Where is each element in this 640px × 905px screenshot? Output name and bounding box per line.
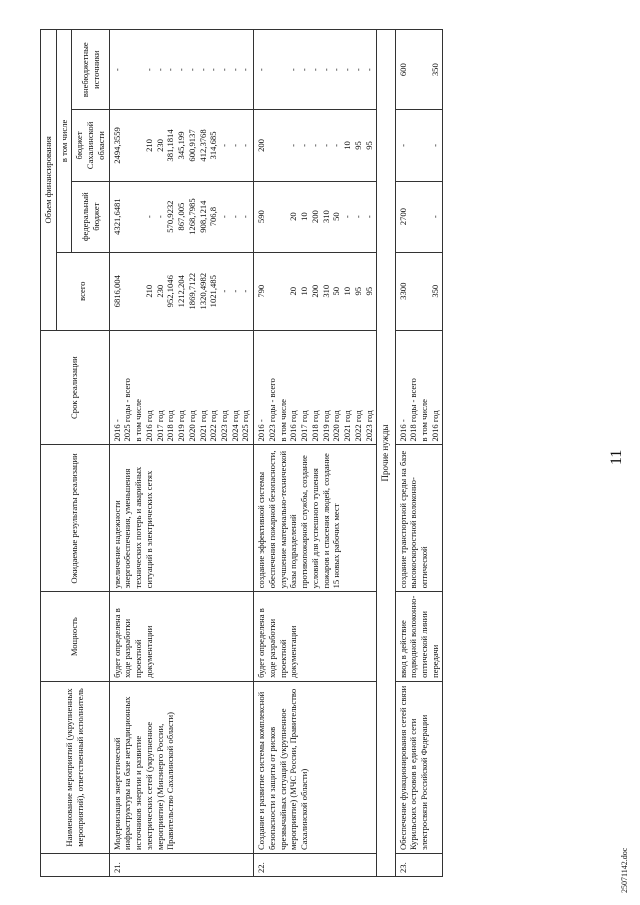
row-regional-line <box>408 113 419 177</box>
row-offbudget-line <box>267 33 278 106</box>
header-num <box>41 854 110 877</box>
row-period-line: 2016 - <box>256 419 267 442</box>
header-period: Срок реализации <box>41 330 110 445</box>
row-period-line: в том числе <box>277 399 288 442</box>
row-total-line <box>278 256 289 327</box>
row-total-line: 95 <box>363 286 374 296</box>
row-total-line: 310 <box>320 284 331 298</box>
row-period-line: 2017 год <box>299 410 310 442</box>
row-regional-line: 600,9137 <box>186 129 197 162</box>
row-total-line <box>408 256 419 327</box>
row-total-line: 1320,4982 <box>197 272 208 310</box>
row-federal-line: 908,1214 <box>197 200 208 233</box>
financing-table <box>40 29 443 877</box>
row-federal-line: - <box>154 215 165 219</box>
row-offbudget-line <box>133 33 144 106</box>
row-offbudget-line: - <box>186 68 197 72</box>
row-offbudget-line: - <box>229 68 240 72</box>
row-number: 23. <box>395 854 443 877</box>
row-regional <box>109 110 254 181</box>
row-total-line <box>267 256 278 327</box>
row-total-line: 790 <box>256 284 267 298</box>
row-period <box>395 330 443 445</box>
row-total-line: 50 <box>331 286 342 296</box>
row-period-line: 2020 год <box>331 410 342 442</box>
row-offbudget <box>395 30 443 110</box>
row-total-line: 20 <box>288 286 299 296</box>
row-regional-line <box>133 113 144 177</box>
row-period-line: в том числе <box>419 399 430 442</box>
row-regional-line: 95 <box>352 141 363 150</box>
row-offbudget-line: - <box>331 68 342 72</box>
row-federal-line: - <box>352 215 363 219</box>
row-period-line: 2020 год <box>186 410 197 442</box>
header-name: Наименование мероприятий (укрупненных мероприятий), ответственный исполнитель <box>41 681 110 853</box>
row-total-line: - <box>229 289 240 293</box>
row-federal-line <box>419 185 430 249</box>
row-period-line: 2017 год <box>154 410 165 442</box>
row-regional-line: 381,1814 <box>165 129 176 162</box>
row-total <box>109 252 254 330</box>
row-period-line: 2023 год <box>219 410 230 442</box>
row-offbudget-line: - <box>143 68 154 72</box>
row-results: увеличение надежности энергообеспечения, уменьшения технических потерь и аварийных ситуаций в электрических сетях <box>109 445 254 592</box>
row-total-line: 952,1046 <box>165 275 176 308</box>
row-period-line: 2019 год <box>176 410 187 442</box>
row-federal-line: 570,9232 <box>165 200 176 233</box>
row-federal-line: 200 <box>309 210 320 224</box>
row-total-line: 95 <box>352 286 363 296</box>
row-total-line: 3300 <box>397 282 408 300</box>
row-total-line: 1021,485 <box>208 275 219 308</box>
header-funding: Объем финансирования <box>41 30 57 331</box>
row-name: Модернизация энергетической инфраструктуры на базе нетрадиционных источников энергии и развитие электрических сетей (укрупненное мероприятие) (Минэнерго России, Правительство Сахалинской области) <box>109 681 254 853</box>
row-period <box>109 330 254 445</box>
row-total-line: 210 <box>143 284 154 298</box>
table-body <box>109 30 443 877</box>
row-regional <box>395 110 443 181</box>
row-federal <box>254 181 377 252</box>
row-federal <box>395 181 443 252</box>
row-offbudget-line <box>419 33 430 106</box>
row-period-line: 2019 год <box>320 410 331 442</box>
row-period-line: в том числе <box>133 399 144 442</box>
row-capacity: будет определена в ходе разработки проектной документации <box>109 592 254 682</box>
section-title: Прочие нужды <box>377 30 395 877</box>
row-offbudget-line: - <box>240 68 251 72</box>
row-period-line: 2022 год <box>208 410 219 442</box>
footer-code: 25071142.doc <box>620 847 629 893</box>
row-name: Обеспечение функционирования сетей связи Курильских островов в единой сети электросвязи Российской Федерации <box>395 681 443 853</box>
row-federal-line: - <box>229 215 240 219</box>
row-total-line: 350 <box>429 284 440 298</box>
row-federal-line <box>267 185 278 249</box>
row-offbudget-line <box>408 33 419 106</box>
header-total: всего <box>56 252 109 330</box>
row-period-line: 2016 год <box>143 410 154 442</box>
row-offbudget-line: - <box>165 68 176 72</box>
row-total-line: 6816,004 <box>111 275 122 308</box>
row-period-line: 2024 год <box>229 410 240 442</box>
row-period-line: 2018 годы - всего <box>408 378 419 442</box>
row-offbudget <box>254 30 377 110</box>
row-federal-line: 1268,7985 <box>186 198 197 235</box>
row-number: 21. <box>109 854 254 877</box>
row-federal-line: - <box>342 215 353 219</box>
row-regional-line: 95 <box>363 141 374 150</box>
row-regional-line <box>122 113 133 177</box>
row-period-line: 2018 год <box>309 410 320 442</box>
row-federal <box>109 181 254 252</box>
row-offbudget <box>109 30 254 110</box>
header-capacity: Мощность <box>41 592 110 682</box>
header-offbudget: внебюджетные источники <box>72 30 109 110</box>
row-regional <box>254 110 377 181</box>
row-offbudget-line: - <box>352 68 363 72</box>
row-total-line: 230 <box>154 284 165 298</box>
row-regional-line: - <box>429 144 440 147</box>
row-regional-line: 314,685 <box>208 131 219 160</box>
row-offbudget-line: - <box>111 68 122 72</box>
row-regional-line: 230 <box>154 139 165 152</box>
row-offbudget-line: - <box>219 68 230 72</box>
row-federal-line: 590 <box>256 210 267 224</box>
row-offbudget-line: - <box>288 68 299 72</box>
row-federal-line: - <box>363 215 374 219</box>
row-period-line: 2022 год <box>352 410 363 442</box>
row-offbudget-line: - <box>342 68 353 72</box>
row-regional-line: - <box>219 144 230 147</box>
row-total-line: - <box>219 289 230 293</box>
row-regional-line: - <box>288 144 299 147</box>
row-offbudget-line: - <box>309 68 320 72</box>
row-federal-line: 310 <box>320 210 331 224</box>
header-federal: федеральный бюджет <box>72 181 109 252</box>
row-regional-line <box>419 113 430 177</box>
header-results: Ожидаемые результаты реализации <box>41 445 110 592</box>
row-federal-line: 867,005 <box>176 202 187 231</box>
row-period-line: 2025 годы - всего <box>122 378 133 442</box>
row-federal-line: 4321,6481 <box>111 198 122 235</box>
row-federal-line <box>408 185 419 249</box>
row-total <box>395 252 443 330</box>
row-federal-line <box>122 185 133 249</box>
row-offbudget-line: - <box>299 68 310 72</box>
row-regional-line: 412,3768 <box>197 129 208 162</box>
row-regional-line: 10 <box>342 141 353 150</box>
row-regional-line: 345,199 <box>176 131 187 160</box>
row-period-line: 2023 годы - всего <box>266 378 277 442</box>
row-regional-line: 210 <box>143 139 154 152</box>
row-offbudget-line <box>122 33 133 106</box>
row-total-line: 1212,204 <box>176 275 187 308</box>
row-federal-line: 20 <box>288 212 299 221</box>
header-including: в том числе <box>56 30 72 253</box>
row-federal-line: 2700 <box>397 208 408 226</box>
row-federal-line <box>278 185 289 249</box>
row-offbudget-line: 350 <box>429 63 440 77</box>
row-federal-line: 10 <box>299 212 310 221</box>
row-offbudget-line: - <box>256 68 267 72</box>
row-offbudget-line: - <box>320 68 331 72</box>
row-period-line: 2021 год <box>342 410 353 442</box>
row-results: создание эффективной системы обеспечения пожарной безопасности, улучшение материально-технической базы подразделений противопожарной службы, создание условий для успешного тушения пожаров и спасения людей, создание 15 новых рабочих мест <box>254 445 377 592</box>
row-period-line: 2023 год <box>363 410 374 442</box>
row-regional-line: - <box>331 144 342 147</box>
page-number: 11 <box>608 449 625 465</box>
row-offbudget-line: - <box>197 68 208 72</box>
row-period-line: 2021 год <box>197 410 208 442</box>
row-regional-line: 200 <box>256 139 267 152</box>
row-federal-line: - <box>219 215 230 219</box>
row-capacity: будет определена в ходе разработки проектной документации <box>254 592 377 682</box>
row-offbudget-line <box>278 33 289 106</box>
row-regional-line <box>278 113 289 177</box>
row-period-line: 2016 год <box>288 410 299 442</box>
row-capacity: ввод в действие подводной волоконно-оптической линии передачи <box>395 592 443 682</box>
row-regional-line: - <box>320 144 331 147</box>
row-offbudget-line: - <box>154 68 165 72</box>
row-period-line: 2016 - <box>111 419 122 442</box>
row-offbudget-line: - <box>176 68 187 72</box>
row-federal-line: - <box>240 215 251 219</box>
row-regional-line: - <box>309 144 320 147</box>
row-total-line: 10 <box>342 286 353 296</box>
row-total-line: 200 <box>309 284 320 298</box>
row-total-line <box>122 256 133 327</box>
row-regional-line: - <box>397 144 408 147</box>
row-total-line <box>133 256 144 327</box>
table-row <box>109 30 254 877</box>
row-total-line <box>419 256 430 327</box>
row-total-line: 1869,7122 <box>186 272 197 310</box>
header-regional: бюджет Сахалинской области <box>72 110 109 181</box>
row-federal-line <box>133 185 144 249</box>
row-period-line: 2016 - <box>397 419 408 442</box>
row-federal-line: 50 <box>331 212 342 221</box>
row-regional-line: - <box>240 144 251 147</box>
row-number: 22. <box>254 854 377 877</box>
row-results: создание транспортной среды на базе высокоскоростной волоконно-оптической <box>395 445 443 592</box>
row-regional-line: 2494,3559 <box>111 127 122 164</box>
row-offbudget-line: 600 <box>397 63 408 77</box>
row-federal-line: - <box>429 215 440 219</box>
section-row <box>377 30 395 877</box>
row-period-line: 2025 год <box>240 410 251 442</box>
row-period <box>254 330 377 445</box>
row-federal-line: - <box>143 215 154 219</box>
row-period-line: 2016 год <box>429 410 440 442</box>
row-regional-line <box>267 113 278 177</box>
table-row <box>395 30 443 877</box>
row-total <box>254 252 377 330</box>
row-period-line: 2018 год <box>165 410 176 442</box>
row-offbudget-line: - <box>363 68 374 72</box>
table-row <box>254 30 377 877</box>
row-total-line: 10 <box>299 286 310 296</box>
row-regional-line: - <box>299 144 310 147</box>
row-federal-line: 706,8 <box>208 206 219 227</box>
row-total-line: - <box>240 289 251 293</box>
row-name: Создание и развитие системы комплексной безопасности и защиты от рисков чрезвычайных ситуаций (укрупненное мероприятие) (МЧС России, Правительство Сахалинской области) <box>254 681 377 853</box>
row-offbudget-line: - <box>208 68 219 72</box>
row-regional-line: - <box>229 144 240 147</box>
